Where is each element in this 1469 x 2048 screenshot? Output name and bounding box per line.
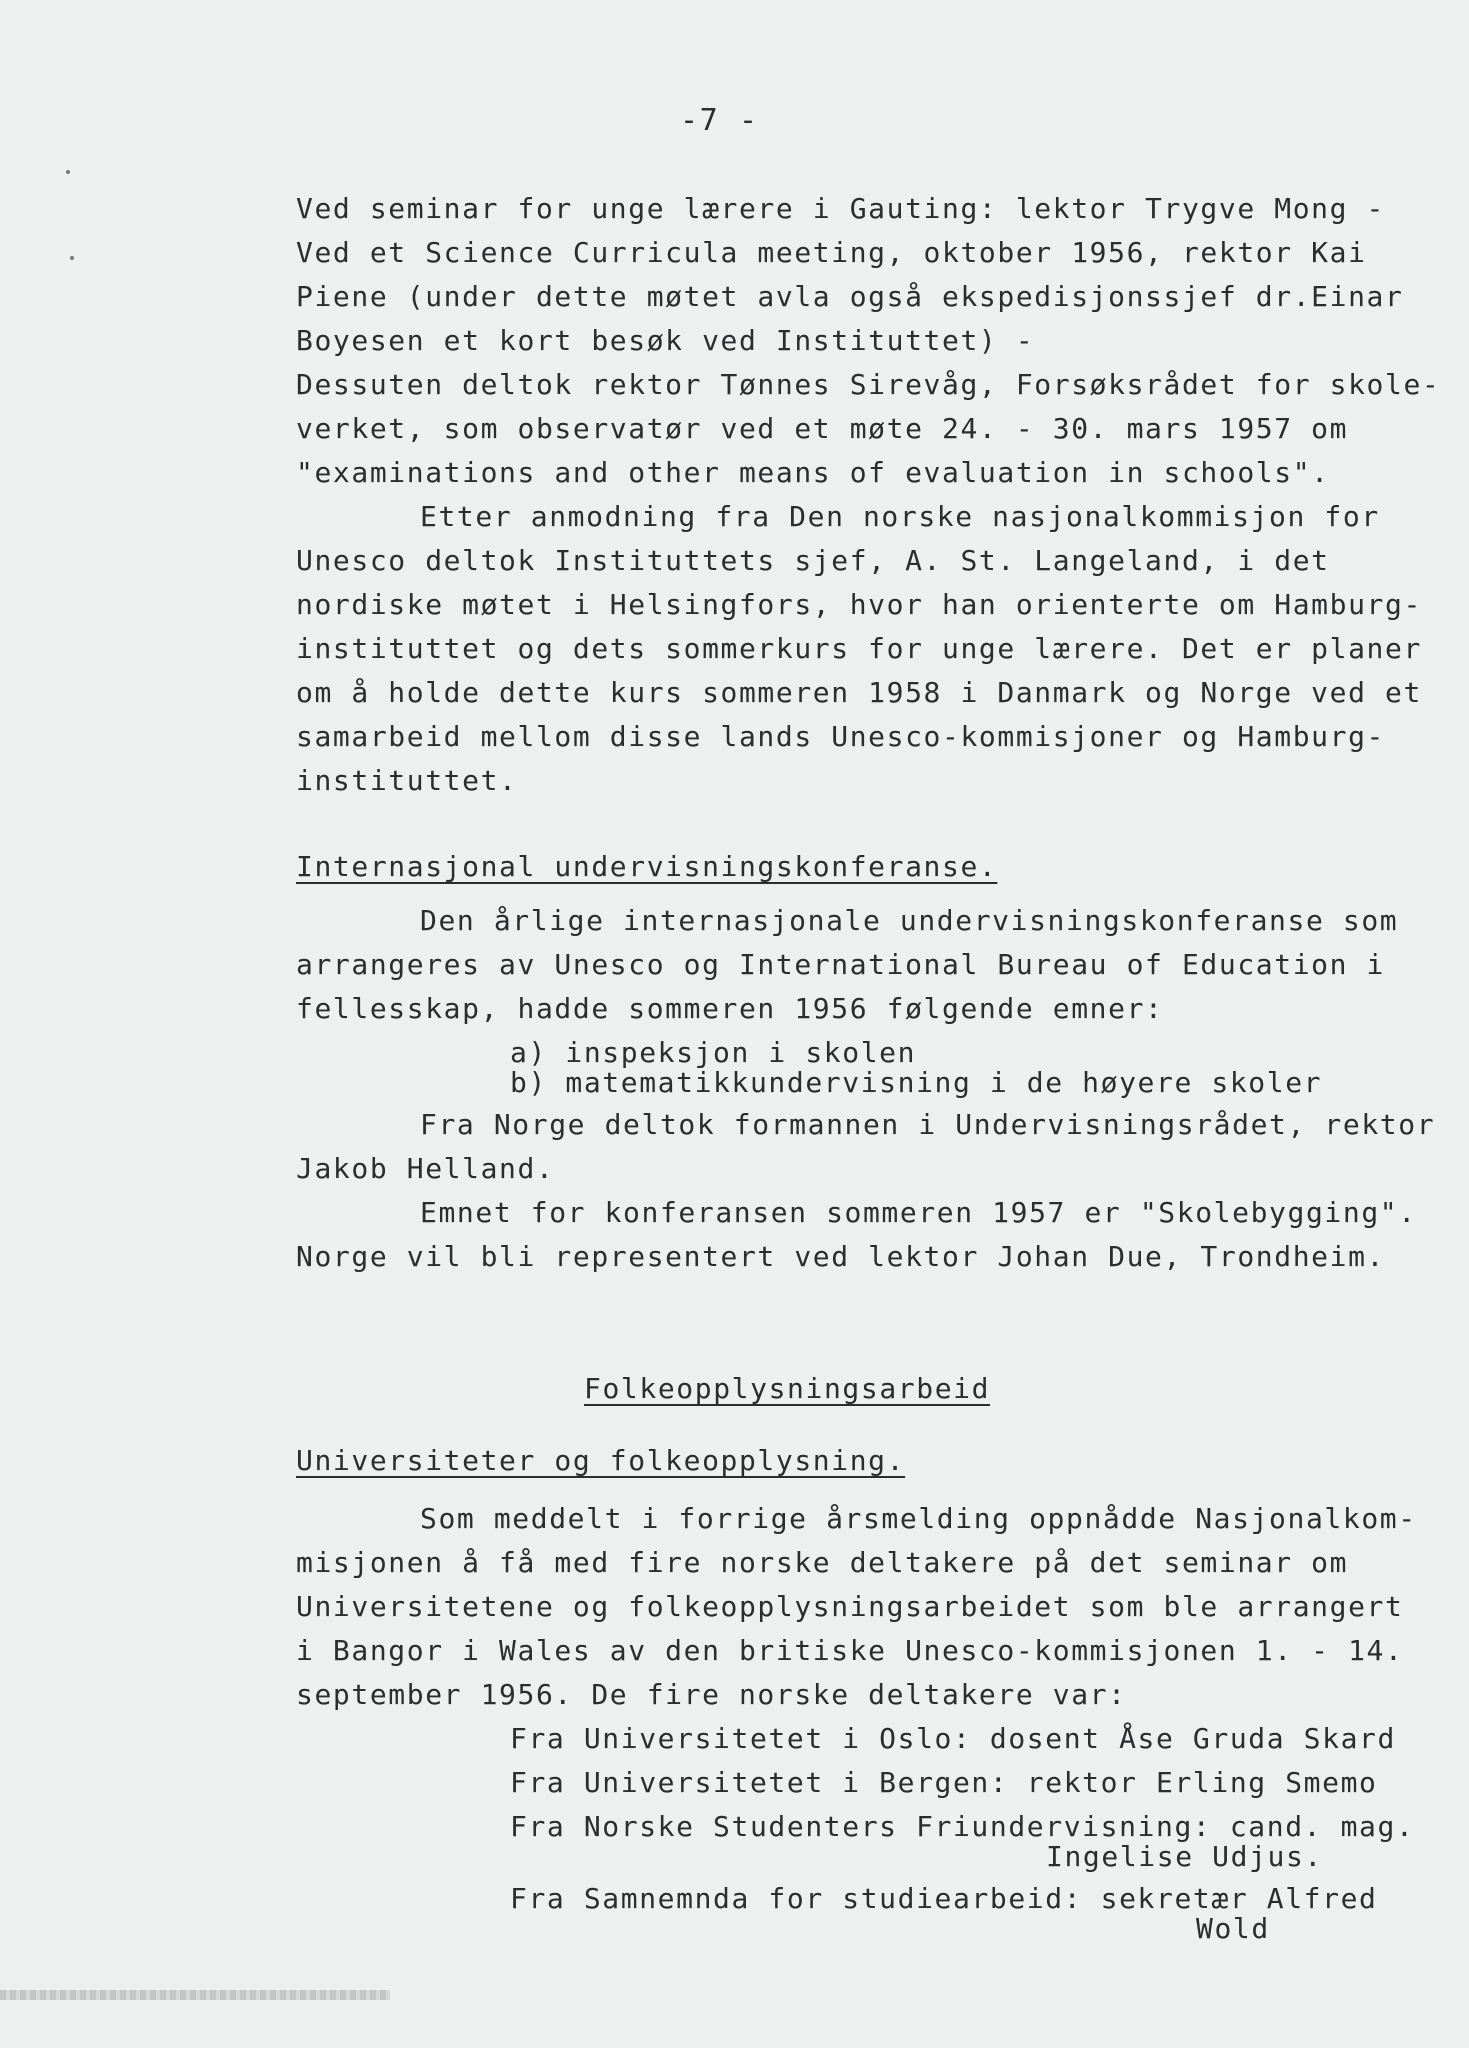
list-item: a) inspeksjon i skolen (510, 1036, 917, 1069)
text-line: "examinations and other means of evaluation in schools". (296, 456, 1330, 489)
text-line: om å holde dette kurs sommeren 1958 i Danmark og Norge ved et (296, 676, 1422, 709)
text-line: Jakob Helland. (296, 1152, 555, 1185)
text-line: misjonen å få med fire norske deltakere på det seminar om (296, 1546, 1349, 1579)
text-line: arrangeres av Unesco og International Bureau of Education i (296, 948, 1385, 981)
scan-edge-strip (0, 1990, 390, 2000)
text-line: samarbeid mellom disse lands Unesco-kommisjoner og Hamburg- (296, 720, 1385, 753)
text-line: Som meddelt i forrige årsmelding oppnådde Nasjonalkom- (420, 1502, 1417, 1535)
text-line: Ved seminar for unge lærere i Gauting: lektor Trygve Mong - (296, 192, 1385, 225)
text-line: Etter anmodning fra Den norske nasjonalkommisjon for (420, 500, 1380, 533)
text-line: Fra Norge deltok formannen i Undervisningsrådet, rektor (420, 1108, 1436, 1141)
participant-line: Fra Norske Studenters Friundervisning: cand. mag. (510, 1810, 1415, 1843)
participant-line: Fra Universitetet i Bergen: rektor Erling Smemo (510, 1766, 1378, 1799)
section-title: Folkeopplysningsarbeid (584, 1372, 991, 1405)
text-line: instituttet og dets sommerkurs for unge lærere. Det er planer (296, 632, 1422, 665)
participant-line: Fra Universitetet i Oslo: dosent Åse Gruda Skard (510, 1722, 1396, 1755)
text-line: Dessuten deltok rektor Tønnes Sirevåg, Forsøksrådet for skole- (296, 368, 1441, 401)
text-line: Emnet for konferansen sommeren 1957 er "Skolebygging". (420, 1196, 1417, 1229)
text-line: september 1956. De fire norske deltakere var: (296, 1678, 1127, 1711)
text-line: i Bangor i Wales av den britiske Unesco-kommisjonen 1. - 14. (296, 1634, 1404, 1667)
text-line: instituttet. (296, 764, 518, 797)
text-line: Den årlige internasjonale undervisningskonferanse som (420, 904, 1399, 937)
text-line: Boyesen et kort besøk ved Instituttet) - (296, 324, 1035, 357)
section-heading: Universiteter og folkeopplysning. (296, 1444, 906, 1477)
list-item: b) matematikkundervisning i de høyere skoler (510, 1066, 1323, 1099)
text-line: nordiske møtet i Helsingfors, hvor han orienterte om Hamburg- (296, 588, 1422, 621)
text-line: Norge vil bli representert ved lektor Johan Due, Trondheim. (296, 1240, 1385, 1273)
section-heading: Internasjonal undervisningskonferanse. (296, 850, 998, 883)
margin-speck (66, 170, 70, 174)
text-line: verket, som observatør ved et møte 24. - 30. mars 1957 om (296, 412, 1349, 445)
participant-line: Wold (1196, 1912, 1270, 1945)
participant-line: Ingelise Udjus. (1046, 1840, 1323, 1873)
participant-line: Fra Samnemnda for studiearbeid: sekretær Alfred (510, 1882, 1378, 1915)
text-line: Piene (under dette møtet avla også ekspedisjonssjef dr.Einar (296, 280, 1404, 313)
text-line: Ved et Science Curricula meeting, oktober 1956, rektor Kai (296, 236, 1367, 269)
text-line: Universitetene og folkeopplysningsarbeidet som ble arrangert (296, 1590, 1404, 1623)
page-number: -7 - (680, 103, 759, 138)
text-line: fellesskap, hadde sommeren 1956 følgende emner: (296, 992, 1164, 1025)
text-line: Unesco deltok Instituttets sjef, A. St. Langeland, i det (296, 544, 1330, 577)
margin-speck (70, 256, 74, 260)
